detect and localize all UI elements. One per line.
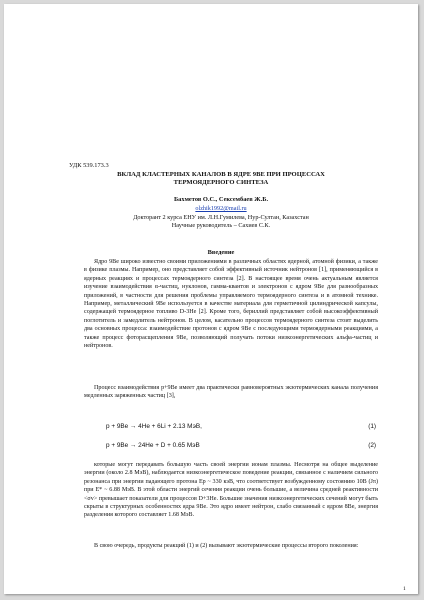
affiliation [66, 214, 376, 231]
document-page [4, 4, 418, 594]
equation-2-number: (2) [368, 442, 376, 449]
equation-1 [106, 423, 376, 430]
paragraph-2: Процесс взаимодействия p+9Be имеет два практически равновероятных экзотермических канала получения медленных заряженных частиц [3], [84, 385, 378, 400]
paragraph-3: которые могут передавать большую часть своей энергии ионам плазмы. Несмотря на общее выделение энергии (около 2.8 МэВ), наблюдается низкоэнергетическое поведение реакции, связанное с наличием сильного резонанса при энергии падающего протона Ep ~ 330 кэВ, что соответствует возбужденному состоянию 10B (Jπ) при E* ~ 6.88 МэВ. В этой области энергий сечения реакции очень большие, а величина средней реактивности <σv> превышает показатели для процессов D+3He. Большие значения низкоэнергетических сечений могут быть скрыты в структурных особенностях ядра 9Be. Это ядро имеет нейтрон, слабо связанный с ядром 8Be, энергия разделения которого составляет 1.68 МэВ. [84, 462, 378, 519]
section-title: Введение [207, 249, 235, 256]
paragraph-4: В свою очередь, продукты реакций (1) и (2) вызывают экзотермические процессы второго поколения: [94, 543, 359, 549]
paper-title [66, 171, 376, 187]
page-number: 1 [403, 586, 406, 592]
title-line-2: ТЕРМОЯДЕРНОГО СИНТЕЗА [173, 179, 269, 186]
equation-2-text: p + 9Be → 24He + D + 0.65 МэВ [106, 442, 200, 449]
equation-1-text: p + 9Be → 4He + 6Li + 2.13 МэВ, [106, 423, 202, 430]
udk-code: УДК 539.173.3 [69, 162, 109, 169]
title-line-1: ВКЛАД КЛАСТЕРНЫХ КАНАЛОВ В ЯДРЕ 9BE ПРИ ПРОЦЕССАХ [117, 171, 325, 178]
paragraph-1: Ядро 9Be широко известно своими приложениями в различных областях ядерной, атомной физики, а также в физике плазмы. Например, оно представляет собой эффективный источник нейтронов [1], применяющийся в ядерных реакциях и процессах термоядерного синтеза [2]. В настоящее время очень актуальным является изучение взаимодействия α-частиц, нуклонов, гамма-квантов и электронов с ядром 9Be для разнообразных приложений, в частности для решения проблемы управляемого термоядерного синтеза и в атомной технике. Например, металлический 9Be используется в качестве материала для герметичной цилиндрической капсулы, содержащей термоядерное топливо D-3He [2]. Кроме того, бериллий представляет собой высокоэффективный поглотитель и замедлитель нейтронов. В целом, касательно процессов термоядерного синтеза стоит выделить два основных процесса: взаимодействие протонов с ядром 9Be с последующими термоядерными реакциями, а также процесс фоторасщепления 9Be, позволяющий получать потоки низкоэнергетических альфа-частиц и нейтронов. [84, 259, 378, 350]
affiliation-line-2: Научные руководитель – Сахиев С.К. [171, 222, 271, 230]
author-email-link[interactable]: olzhik1992@mail.ru [195, 205, 247, 212]
affiliation-line-1: Докторант 2 курса ЕНУ им. Л.Н.Гумилева, Нур-Султан, Казахстан [133, 214, 309, 221]
equation-2 [106, 442, 376, 449]
authors: Бахметов О.С., Сексембаев Ж.Б. [173, 196, 269, 203]
equation-1-number: (1) [368, 423, 376, 430]
